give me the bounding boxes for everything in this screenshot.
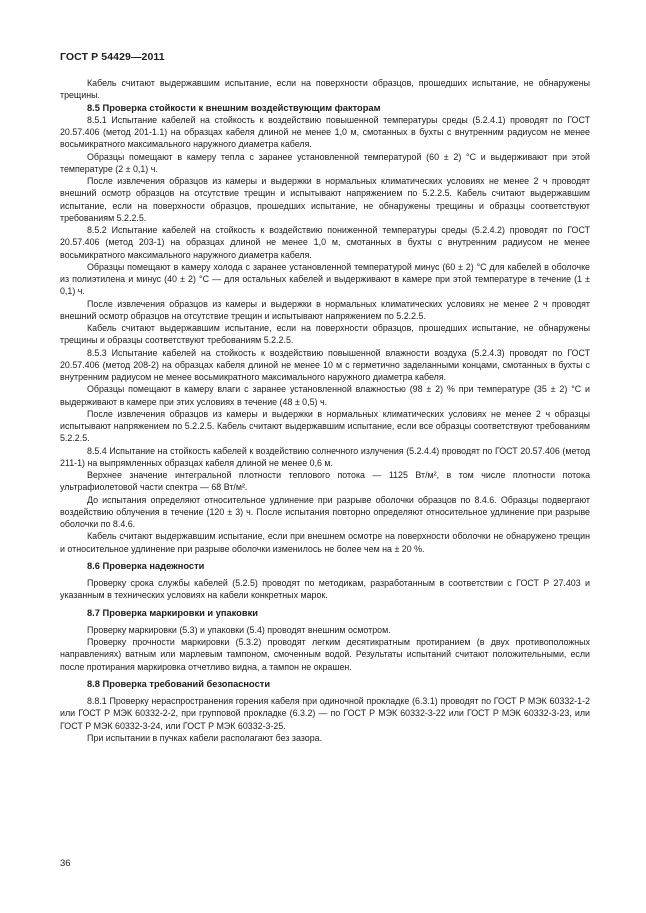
paragraph: 8.8.1 Проверку нераспространения горения кабеля при одиночной прокладке (6.3.1) проводят по ГОСТ Р МЭК 60332-1-2 или ГОСТ Р МЭК 60332-2-2, при групповой прокладке (6.3.2) — по ГОСТ Р МЭК 60332-3-22 или ГОСТ Р МЭК 60332-3-23, или ГОСТ Р МЭК 60332-3-24, или ГОСТ Р МЭК 60332-3-25.: [60, 696, 590, 731]
paragraph: При испытании в пучках кабели располагают без зазора.: [87, 732, 323, 743]
paragraph: 8.5.2 Испытание кабелей на стойкость к воздействию пониженной температуры среды (5.2.4.2) проводят по ГОСТ 20.57.406 (метод 203-1) на образцах длиной не менее 1,0 м, смотанных в бухты с внутренним радиусом не менее восьмикратного максимального наружного диаметра кабеля.: [60, 225, 590, 260]
paragraph: До испытания определяют относительное удлинение при разрыве оболочки образцов по 8.4.6. Образцы подвергают воздействию облучения в течение (120 ± 3) ч. После испытания повторно определяют относительное удлинение при разрыве оболочки по 8.4.6.: [60, 494, 590, 529]
paragraph: Проверку срока службы кабелей (5.2.5) проводят по методикам, разработанным в соответствии с ГОСТ Р 27.403 и указанным в технических условиях на кабели конкретных марок.: [60, 578, 590, 601]
section-heading-8-6: 8.6 Проверка надежности: [87, 560, 205, 571]
section-heading-8-7: 8.7 Проверка маркировки и упаковки: [87, 607, 258, 618]
paragraph: Образцы помещают в камеру холода с заранее установленной температурой минус (60 ± 2) °С для кабелей в оболочке из полиэтилена и минус (40 ± 2) °С — для остальных кабелей и выдерживают в камере при этой температуре в течение (1 ± 0,1) ч.: [60, 261, 590, 297]
page-number: 36: [60, 858, 71, 869]
document-header: ГОСТ Р 54429—2011: [60, 51, 165, 63]
paragraph: Кабель считают выдержавшим испытание, если при внешнем осмотре на поверхности оболочки не обнаружено трещин и относительное удлинение при разрыве оболочки изменилось не более чем на ± 20 %.: [60, 531, 590, 554]
paragraph: Кабель считают выдержавшим испытание, если на поверхности образцов, прошедших испытание, не обнаружены трещины.: [60, 78, 590, 101]
paragraph: После извлечения образцов из камеры и выдержки в нормальных климатических условиях не менее 2 ч проводят внешний осмотр образцов на отсутствие трещин и испытывают напряжением по 5.2.2.5.: [60, 298, 590, 321]
section-heading-8-8: 8.8 Проверка требований безопасности: [87, 678, 271, 689]
paragraph: После извлечения образцов из камеры и выдержки в нормальных климатических условиях не менее 2 ч проводят внешний осмотр образцов на отсутствие трещин и испытывают напряжением по 5.2.2.5. Кабель считают выдержавшим испытание, если на поверхности образцов, прошедших испытание, не обнаружены трещины и образцы соответствуют требованиям 5.2.2.5.: [60, 176, 590, 223]
paragraph: Образцы помещают в камеру влаги с заранее установленной влажностью (98 ± 2) % при температуре (35 ± 2) °С и выдерживают в камере при этих условиях в течение (48 ± 0,5) ч.: [60, 384, 590, 407]
paragraph: Проверку маркировки (5.3) и упаковки (5.4) проводят внешним осмотром.: [87, 624, 391, 635]
paragraph: Образцы помещают в камеру тепла с заранее установленной температурой (60 ± 2) °С и выдерживают при этой температуре (2 ± 0,1) ч.: [60, 151, 590, 174]
paragraph: 8.5.1 Испытание кабелей на стойкость к воздействию повышенной температуры среды (5.2.4.1) проводят по ГОСТ 20.57.406 (метод 201-1.1) на образцах кабеля длиной не менее 1,0 м, смотанных в бухты с внутренним радиусом не менее восьмикратного максимального наружного диаметра кабеля.: [60, 114, 590, 150]
section-heading-8-5: 8.5 Проверка стойкости к внешним воздействующим факторам: [87, 102, 381, 113]
paragraph: Верхнее значение интегральной плотности теплового потока — 1125 Вт/м², в том числе плотности потока ультрафиолетовой части спектра — 68 Вт/м².: [60, 470, 590, 493]
page-body: [60, 77, 590, 744]
paragraph: 8.5.3 Испытание кабелей на стойкость к воздействию повышенной влажности воздуха (5.2.4.3) проводят по ГОСТ 20.57.406 (метод 208-2) на образцах кабеля длиной не менее 10 м с герметично заделанными концами, смотанных в бухты с внутренним радиусом не менее восьмикратного максимального наружного диаметра кабеля.: [60, 347, 590, 382]
paragraph: Кабель считают выдержавшим испытание, если на поверхности образцов, прошедших испытание, не обнаружены трещины и образцы соответствуют требованиям 5.2.2.5.: [60, 323, 590, 346]
paragraph: Проверку прочности маркировки (5.3.2) проводят легким десятикратным протиранием (в двух противоположных направлениях) ватным или марлевым тампоном, смоченным водой. Результаты испытаний считают положительными, если после протирания маркировка отчетливо видна, а тампон не окрашен.: [60, 637, 590, 672]
paragraph: После извлечения образцов из камеры и выдержки в нормальных климатических условиях не менее 2 ч образцы испытывают напряжением по 5.2.2.5. Кабель считают выдержавшим испытание, если все образцы соответствуют требованиям 5.2.2.5.: [60, 408, 590, 444]
paragraph: 8.5.4 Испытание на стойкость кабелей к воздействию солнечного излучения (5.2.4.4) проводят по ГОСТ 20.57.406 (метод 211-1) на выпрямленных образцах кабеля длиной не менее 0,6 м.: [60, 445, 590, 468]
